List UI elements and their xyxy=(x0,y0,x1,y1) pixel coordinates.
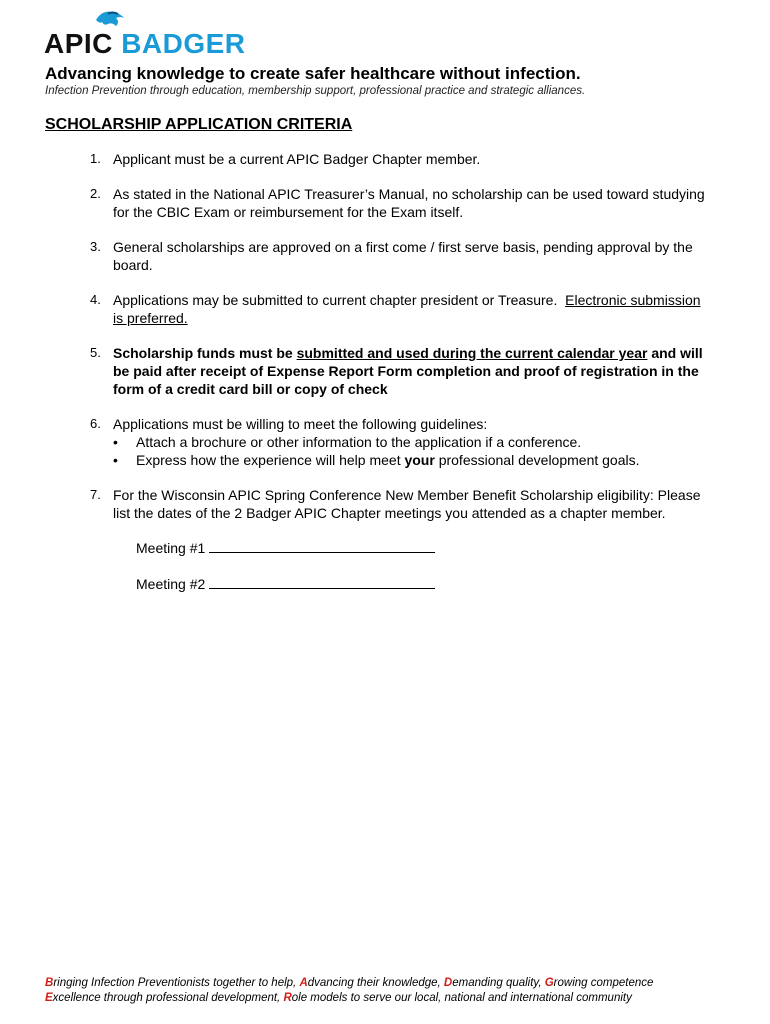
item-text-pre: Scholarship funds must be xyxy=(113,345,297,361)
footer-text: dvancing their knowledge, xyxy=(307,977,444,989)
criteria-item-5 xyxy=(68,344,708,398)
criteria-item-1 xyxy=(68,150,708,168)
footer-motto xyxy=(45,976,653,1006)
criteria-item-2 xyxy=(68,185,708,221)
item-number: 4. xyxy=(90,292,101,307)
footer-text: emanding quality, xyxy=(452,977,545,989)
meeting-1-row xyxy=(136,538,708,557)
item-number: 7. xyxy=(90,487,101,502)
meeting-1-label: Meeting #1 xyxy=(136,540,206,556)
footer-initial: E xyxy=(45,992,53,1004)
footer-initial: B xyxy=(45,977,54,989)
item-text: For the Wisconsin APIC Spring Conference New Member Benefit Scholarship eligibility: Please list the dates of the 2 Badger APIC Chapter meetings you attended as a chapter member. xyxy=(113,487,701,521)
item-text-underlined: submitted and used during the current calendar year xyxy=(296,345,648,361)
guideline-item xyxy=(113,433,708,451)
footer-initial: R xyxy=(283,992,292,1004)
item-number: 2. xyxy=(90,186,101,201)
tagline: Advancing knowledge to create safer healthcare without infection. xyxy=(45,64,581,83)
guideline-text-bold: your xyxy=(404,452,435,468)
criteria-list xyxy=(68,150,708,610)
electronic-submission-link[interactable]: Electronic submission is preferred. xyxy=(113,292,701,326)
item-number: 6. xyxy=(90,416,101,431)
footer-text: xcellence through professional development, xyxy=(52,992,284,1004)
meeting-1-field[interactable] xyxy=(209,538,435,553)
guideline-text-post: professional development goals. xyxy=(434,452,640,468)
guideline-text-pre: Express how the experience will help meet xyxy=(136,452,405,468)
logo-wordmark xyxy=(44,28,246,60)
item-number: 1. xyxy=(90,151,101,166)
footer-text: ringing Infection Preventionists together to help, xyxy=(53,977,300,989)
item-number: 3. xyxy=(90,239,101,254)
item-text: Applications must be willing to meet the following guidelines: xyxy=(113,416,488,432)
guideline-text: Attach a brochure or other information to the application if a conference. xyxy=(136,434,582,450)
criteria-item-6 xyxy=(68,415,708,469)
item-text: As stated in the National APIC Treasurer’s Manual, no scholarship can be used toward studying for the CBIC Exam or reimbursement for the Exam itself. xyxy=(113,186,705,220)
item-number: 5. xyxy=(90,345,101,360)
page-title: SCHOLARSHIP APPLICATION CRITERIA xyxy=(45,116,353,133)
meeting-2-label: Meeting #2 xyxy=(136,576,206,592)
footer-initial: D xyxy=(443,977,453,989)
guideline-item xyxy=(113,451,708,469)
meeting-2-field[interactable] xyxy=(209,574,435,589)
criteria-item-4 xyxy=(68,291,708,327)
footer-initial: G xyxy=(544,977,554,989)
item-text: Applications may be submitted to current chapter president or Treasure. xyxy=(113,292,558,308)
logo-badger: BADGER xyxy=(121,28,246,59)
bullet-icon: • xyxy=(113,452,118,468)
criteria-item-3 xyxy=(68,238,708,274)
criteria-item-7 xyxy=(68,486,708,593)
footer-line-2 xyxy=(45,991,653,1006)
subtagline: Infection Prevention through education, membership support, professional practice and strategic alliances. xyxy=(45,85,586,97)
item-text-post: and will be paid after receipt of Expense Report Form completion and proof of registration in the form of a credit card bill or copy of check xyxy=(113,345,703,397)
apic-badger-logo xyxy=(44,8,254,58)
item-text: General scholarships are approved on a first come / first serve basis, pending approval by the board. xyxy=(113,239,693,273)
meeting-fields xyxy=(113,538,708,593)
logo-apic: APIC xyxy=(44,28,113,59)
footer-text: rowing competence xyxy=(553,977,654,989)
footer-line-1 xyxy=(45,976,653,991)
badger-logo-icon xyxy=(94,8,128,30)
footer-text: ole models to serve our local, national and international community xyxy=(291,992,632,1004)
meeting-2-row xyxy=(136,574,708,593)
footer-initial: A xyxy=(299,977,308,989)
item-text: Applicant must be a current APIC Badger Chapter member. xyxy=(113,151,481,167)
guidelines-list xyxy=(113,433,708,469)
bullet-icon: • xyxy=(113,434,118,450)
